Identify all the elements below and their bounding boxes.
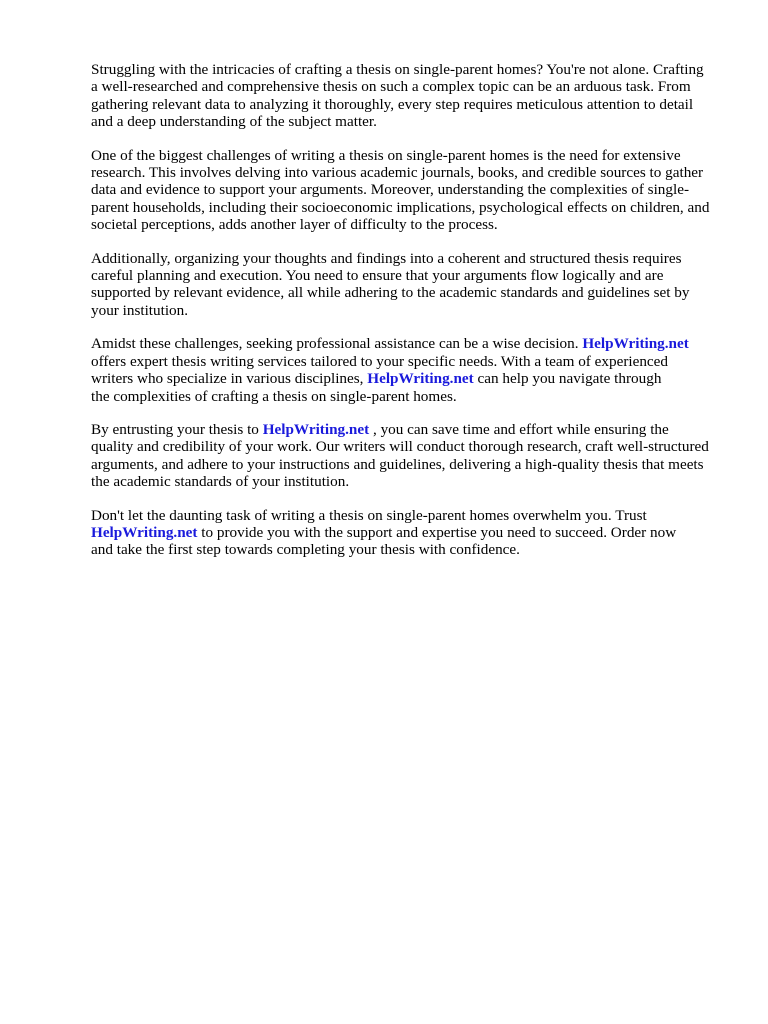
paragraph-text: Struggling with the intricacies of crafting a thesis on single-parent homes? You're not alone. Crafting a well-researched and comprehensive thesis on such a complex topic can be an arduous task. From gathering relevant data to analyzing it thoroughly, every step requires meticulous attention to detail and a deep understanding of the subject matter. [91, 61, 704, 131]
paragraph-organizing [91, 250, 731, 320]
paragraph-text: can help you navigate through the complexities of crafting a thesis on single-parent homes. [91, 370, 662, 405]
document-page [91, 61, 731, 575]
paragraph-assistance [91, 335, 731, 405]
paragraph-text: Don't let the daunting task of writing a thesis on single-parent homes overwhelm you. Trust [91, 506, 647, 524]
paragraph-challenges [91, 147, 731, 234]
paragraph-text: Additionally, organizing your thoughts and findings into a coherent and structured thesis requires careful planning and execution. You need to ensure that your arguments flow logically and are supported by relevant evidence, all while adhering to the academic standards and guidelines set by your institution. [91, 249, 690, 319]
paragraph-text: By entrusting your thesis to [91, 420, 263, 438]
paragraph-text: to provide you with the support and expertise you need to succeed. Order now and take the first step towards completing your thesis with confidence. [91, 523, 677, 559]
paragraph-text: , you can save time and effort while ensuring the quality and credibility of your work. Our writers will conduct thorough research, craft well-structured arguments, and adhere to your instructions and guidelines, delivering a high-quality thesis that meets the academic standards of your institution. [91, 420, 709, 491]
paragraph-text: offers expert thesis writing services tailored to your specific needs. With a team of experienced writers who specialize in various disciplines, [91, 352, 669, 388]
paragraph-closing [91, 507, 731, 559]
paragraph-intro [91, 61, 731, 131]
helpwriting-link[interactable]: HelpWriting.net [91, 523, 198, 541]
paragraph-text: Amidst these challenges, seeking professional assistance can be a wise decision. [91, 335, 583, 353]
helpwriting-link[interactable]: HelpWriting.net [262, 420, 370, 438]
paragraph-entrusting [91, 421, 731, 491]
helpwriting-link[interactable]: HelpWriting.net [582, 335, 689, 353]
helpwriting-link[interactable]: HelpWriting.net [367, 370, 474, 388]
paragraph-text: One of the biggest challenges of writing a thesis on single-parent homes is the need for extensive research. This involves delving into various academic journals, books, and credible sources to gather data and evidence to support your arguments. Moreover, understanding the complexities of single- parent households, including their socioeconomic implications, psychological effects on children, and societal perceptions, adds another layer of difficulty to the process. [91, 146, 710, 234]
